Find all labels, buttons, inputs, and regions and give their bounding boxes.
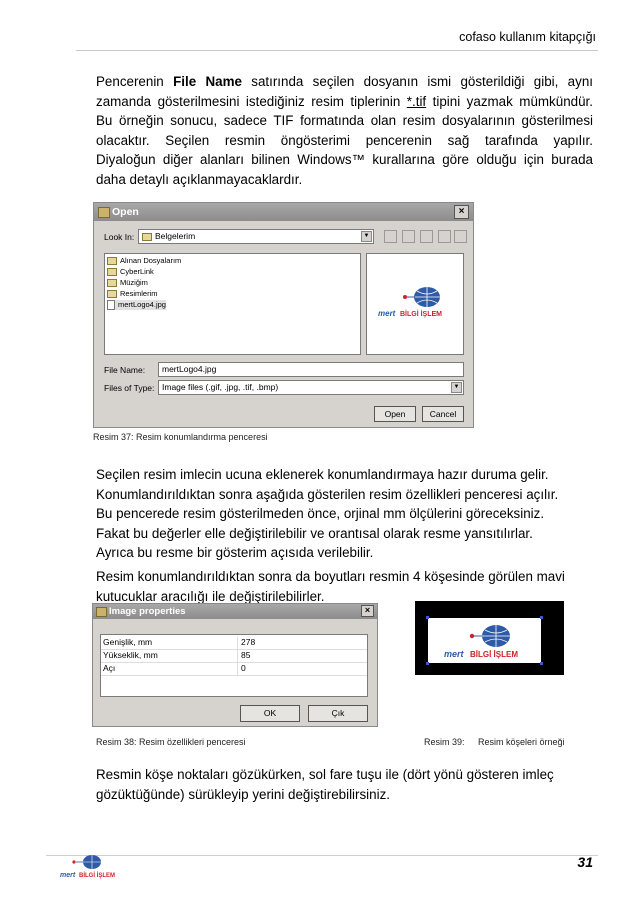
logo-brand-b: BİLGİ İŞLEM bbox=[400, 311, 442, 318]
header-divider bbox=[76, 50, 598, 51]
chevron-down-icon[interactable]: ▼ bbox=[451, 382, 462, 393]
look-in-select[interactable] bbox=[138, 229, 374, 244]
file-name-label: File Name: bbox=[104, 365, 146, 375]
home-icon[interactable] bbox=[402, 230, 415, 243]
mert-logo-icon bbox=[428, 618, 541, 663]
file-icon bbox=[107, 300, 115, 310]
paragraph-4: Resmin köşe noktaları gözükürken, sol fare tuşu ile (dört yönü gösteren imleç gözüktüğünde) sürükleyip yerini değiştirebilirsiniz. bbox=[96, 767, 554, 802]
dialog-app-icon bbox=[98, 207, 110, 218]
folder-icon bbox=[107, 290, 117, 298]
folder-icon bbox=[142, 233, 152, 241]
image-properties-titlebar bbox=[93, 604, 377, 619]
intro-line-3: Bu örneğin sonucu, sadece TIF formatında olan resim dosyalarının gösterilmesi bbox=[96, 113, 593, 128]
file-name-input[interactable]: mertLogo4.jpg bbox=[158, 362, 464, 377]
footer-logo bbox=[50, 853, 140, 888]
properties-table bbox=[100, 634, 368, 697]
intro-line-2: zamanda gösterilmesini istediğiniz resim tiplerinin *.tif tipini yazmak mümkündür. bbox=[96, 93, 593, 109]
figure-caption-39-label: Resim 39: bbox=[424, 737, 465, 747]
page-header-title: cofaso kullanım kitapçığı bbox=[459, 30, 596, 44]
logo-corner-example bbox=[415, 601, 564, 675]
image-preview bbox=[366, 253, 464, 355]
mert-logo-icon bbox=[367, 254, 463, 354]
open-dialog-titlebar bbox=[94, 203, 473, 221]
list-item[interactable]: Resimlerim bbox=[107, 289, 158, 298]
paragraph-3: Resim konumlandırıldıktan sonra da boyutları resmin 4 köşesinde görülen mavi kutucuklar aracılığı ile değiştirilebilirler. bbox=[96, 569, 565, 604]
dialog-app-icon bbox=[96, 607, 107, 617]
list-item[interactable]: Alınan Dosyalarım bbox=[107, 256, 181, 265]
up-folder-icon[interactable] bbox=[384, 230, 397, 243]
new-folder-icon[interactable] bbox=[420, 230, 433, 243]
open-dialog-title: Open bbox=[112, 206, 139, 218]
cancel-button[interactable]: Cancel bbox=[422, 406, 464, 422]
table-row[interactable]: Açı 0 bbox=[101, 663, 367, 676]
look-in-value: Belgelerim bbox=[155, 231, 196, 241]
figure-caption-37: Resim 37: Resim konumlandırma penceresi bbox=[93, 432, 268, 442]
details-view-icon[interactable] bbox=[454, 230, 467, 243]
open-dialog bbox=[93, 202, 474, 428]
resize-handle[interactable] bbox=[426, 616, 429, 619]
intro-paragraph bbox=[96, 72, 593, 189]
figure-caption-38: Resim 38: Resim özellikleri penceresi bbox=[96, 737, 246, 747]
resize-handle[interactable] bbox=[540, 662, 543, 665]
intro-line-4: olacaktır. Seçilen resmin öngösterimi pencerenin sağ tarafında yapılır. bbox=[96, 132, 593, 148]
folder-icon bbox=[107, 257, 117, 265]
logo-brand-b: BİLGİ İŞLEM bbox=[79, 873, 115, 879]
logo-brand-b: BİLGİ İŞLEM bbox=[470, 650, 518, 659]
paragraph-2: Seçilen resim imlecin ucuna eklenerek konumlandırmaya hazır duruma gelir. Konumlandırıldıktan sonra aşağıda gösterilen resim özellikleri penceresi açılır. Bu pencerede resim gösterilmeden önce, orjinal mm ölçülerini göreceksiniz. Fakat bu değerler elle değiştirilebilir ve orantısal olarak resme yansıtılırlar. Ayrıca bu resme bir gösterim açısıda verilebilir. bbox=[96, 467, 559, 560]
list-item[interactable]: Müziğim bbox=[107, 278, 148, 287]
resize-handle[interactable] bbox=[540, 616, 543, 619]
files-of-type-select[interactable]: Image files (.gif, .jpg, .tif, .bmp) ▼ bbox=[158, 380, 464, 395]
list-item[interactable]: mertLogo4.jpg bbox=[107, 300, 166, 310]
close-icon[interactable]: × bbox=[361, 605, 374, 617]
files-of-type-label: Files of Type: bbox=[104, 383, 155, 393]
look-in-label: Look In: bbox=[104, 232, 135, 242]
chevron-down-icon[interactable]: ▼ bbox=[361, 231, 372, 242]
intro-line-1: Pencerenin File Name satırında seçilen dosyanın ismi gösterildiği gibi, aynı bbox=[96, 74, 593, 89]
page-number: 31 bbox=[577, 854, 593, 870]
resize-handle[interactable] bbox=[426, 662, 429, 665]
close-icon[interactable]: × bbox=[454, 205, 469, 219]
cancel-button[interactable]: Çık bbox=[308, 705, 368, 722]
table-row[interactable]: Genişlik, mm 278 bbox=[101, 637, 367, 650]
ok-button[interactable]: OK bbox=[240, 705, 300, 722]
list-view-icon[interactable] bbox=[438, 230, 451, 243]
logo-card bbox=[428, 618, 541, 663]
table-row[interactable]: Yükseklik, mm 85 bbox=[101, 650, 367, 663]
intro-line-5: Diyaloğun diğer alanları bilinen Windows™ kurallarına göre olduğu için burada bbox=[96, 152, 593, 167]
open-button[interactable]: Open bbox=[374, 406, 416, 422]
intro-line-6: daha detaylı açıklanmayacaklardır. bbox=[96, 171, 303, 187]
logo-brand-a: mert bbox=[60, 872, 76, 879]
folder-icon bbox=[107, 279, 117, 287]
image-properties-dialog bbox=[92, 603, 378, 727]
logo-brand-a: mert bbox=[378, 309, 396, 318]
image-properties-title: Image properties bbox=[109, 606, 186, 617]
list-item[interactable]: CyberLink bbox=[107, 267, 154, 276]
mert-logo-icon bbox=[50, 853, 140, 883]
file-list[interactable] bbox=[104, 253, 361, 355]
logo-brand-a: mert bbox=[444, 649, 464, 659]
folder-icon bbox=[107, 268, 117, 276]
figure-caption-39-text: Resim köşeleri örneği bbox=[478, 737, 565, 747]
